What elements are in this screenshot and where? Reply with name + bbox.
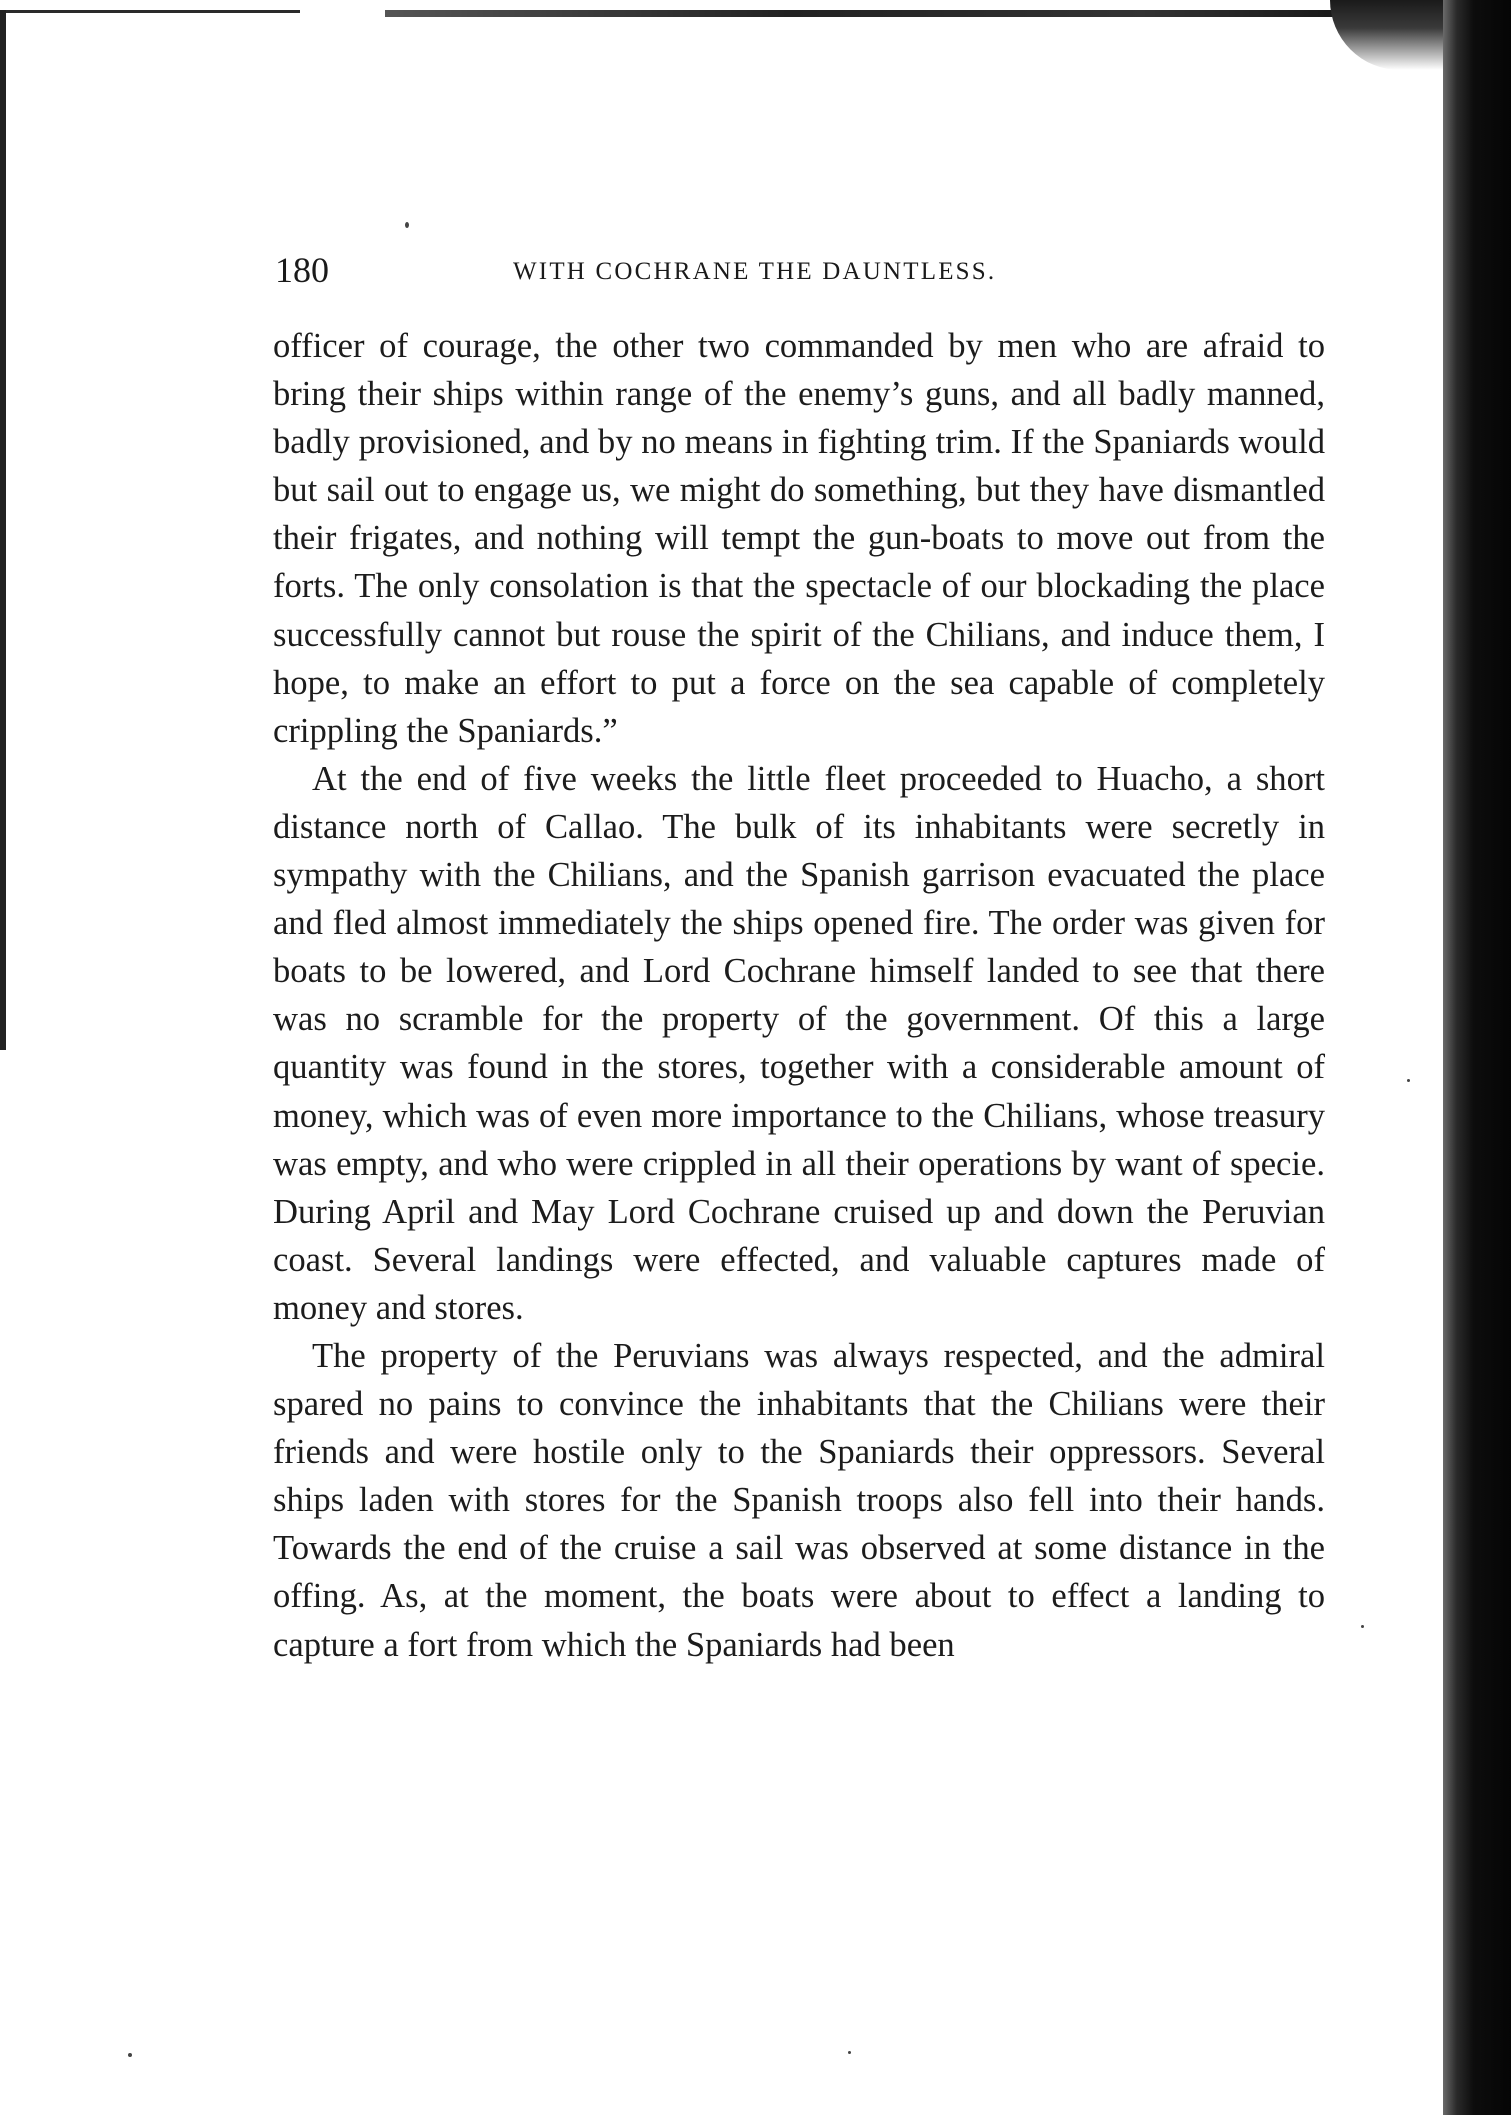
scan-speck [1361,1625,1364,1628]
scan-edge-left [0,10,6,1050]
scan-speck [1407,1079,1410,1082]
paragraph: The property of the Peruvians was always respected, and the admiral spared no pains to convince the inhabitants that the Chilians were their friends and were hostile only to the Spaniards their oppressors. Several ships laden with stores for the Spanish troops also fell into their hands. Towards the end of the cruise a sail was observed at some distance in the offing. As, at the moment, the boats were about to effect a landing to capture a fort from which the Spaniards had been [273,1336,1325,1664]
scan-binding-edge [1443,0,1511,2115]
scan-speck [128,2053,132,2057]
scan-edge-top-left [0,10,300,13]
scan-edge-top-right [385,10,1395,17]
scan-speck [848,2051,851,2054]
running-title: WITH COCHRANE THE DAUNTLESS. [513,258,997,285]
paragraph: At the end of five weeks the little fleet proceeded to Huacho, a short distance north of Callao. The bulk of its inhabitants were secretly in sympathy with the Chilians, and the Spanish garrison evacuated the place and fled almost immediately the ships opened fire. The order was given for boats to be lowered, and Lord Cochrane himself landed to see that there was no scramble for the property of the government. Of this a large quantity was found in the stores, together with a considerable amount of money, which was of even more importance to the Chilians, whose treasury was empty, and who were crippled in all their operations by want of specie. During April and May Lord Cochrane cruised up and down the Peruvian coast. Several landings were effected, and valuable captures made of money and stores. [273,759,1325,1327]
paragraph: officer of courage, the other two commanded by men who are afraid to bring their ships within range of the enemy’s guns, and all badly manned, badly provisioned, and by no means in fighting trim. If the Spaniards would but sail out to engage us, we might do something, but they have dismantled their frigates, and nothing will tempt the gun-boats to move out from the forts. The only consolation is that the spectacle of our blockading the place successfully cannot but rouse the spirit of the Chilians, and induce them, I hope, to make an effort to put a force on the sea capable of completely crippling the Spaniards.” [273,327,1325,750]
scan-speck [405,222,409,228]
page-number: 180 [275,250,329,290]
running-header [273,248,1333,298]
body-text [273,322,1325,1669]
